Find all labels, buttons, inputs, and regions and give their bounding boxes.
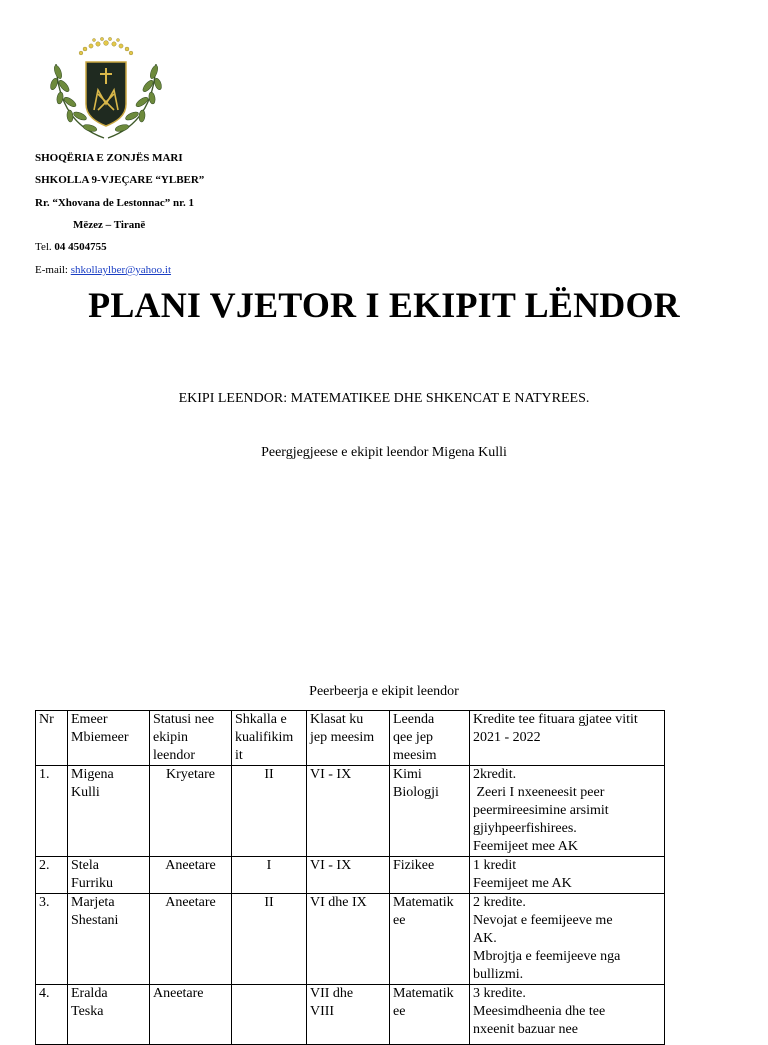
cell-line: VII dhe xyxy=(310,986,354,1001)
row-name xyxy=(68,857,150,894)
cell-line: Nevojat e feemijeeve me xyxy=(473,913,613,928)
team-composition-table xyxy=(35,710,665,1045)
header-qualification xyxy=(232,711,307,766)
cell-line: 2kredit. xyxy=(473,767,517,782)
email-link[interactable]: shkollaylber@yahoo.it xyxy=(70,264,172,276)
row-credits xyxy=(470,857,665,894)
cell-line: Emeer xyxy=(71,712,108,727)
cell-line: Klasat ku xyxy=(310,712,364,727)
table-row xyxy=(36,894,665,985)
row-level: II xyxy=(232,766,307,857)
cell-line: leendor xyxy=(153,748,195,763)
cell-line: AK. xyxy=(473,931,497,946)
cell-line: ekipin xyxy=(153,730,188,745)
document-title: PLANI VJETOR I EKIPIT LËNDOR xyxy=(88,285,680,325)
cell-line: Zeeri I nxeeneesit peer xyxy=(473,785,605,800)
cell-line: qee jep xyxy=(393,730,434,745)
star-crown-icon xyxy=(79,37,133,55)
header-classes xyxy=(307,711,390,766)
cell-line: VI - IX xyxy=(310,767,352,782)
row-credits xyxy=(470,894,665,985)
row-classes xyxy=(307,766,390,857)
phone-line xyxy=(35,240,107,254)
cell-line: Matematik xyxy=(393,986,454,1001)
cell-line: Mbiemeer xyxy=(71,730,129,745)
table-caption: Peerbeerja e ekipit leendor xyxy=(309,684,459,699)
team-line: EKIPI LEENDOR: MATEMATIKEE DHE SHKENCAT E NATYREES. xyxy=(178,391,590,406)
row-name xyxy=(68,985,150,1045)
email-line xyxy=(35,263,171,277)
cell-line: Mbrojtja e feemijeeve nga xyxy=(473,949,621,964)
cell-line: bullizmi. xyxy=(473,967,524,982)
email-label: E-mail: xyxy=(35,264,71,276)
table-row xyxy=(36,985,665,1045)
cell-line: 2021 - 2022 xyxy=(473,730,541,745)
cell-line: VI dhe IX xyxy=(310,895,367,910)
row-nr: 4. xyxy=(36,985,68,1045)
row-credits xyxy=(470,766,665,857)
street-address: Rr. “Xhovana de Lestonnac” nr. 1 xyxy=(35,197,195,209)
row-subject xyxy=(390,857,470,894)
cell-line: kualifikim xyxy=(235,730,294,745)
cell-line: Statusi nee xyxy=(153,712,215,727)
row-nr: 1. xyxy=(36,766,68,857)
cell-line: Biologji xyxy=(393,785,439,800)
cell-line: Eralda xyxy=(71,986,108,1001)
phone-number: 04 4504755 xyxy=(54,241,107,253)
row-status: Aneetare xyxy=(150,894,232,985)
row-classes xyxy=(307,857,390,894)
row-subject xyxy=(390,766,470,857)
cell-line: gjiyhpeerfishirees. xyxy=(473,821,577,836)
cell-line: Leenda xyxy=(393,712,435,727)
row-status: Aneetare xyxy=(150,985,232,1045)
table-header-row xyxy=(36,711,665,766)
cell-line: Feemijeet mee AK xyxy=(473,839,578,854)
row-nr: 3. xyxy=(36,894,68,985)
header-credits xyxy=(470,711,665,766)
city-address: Mëzez – Tiranë xyxy=(73,219,146,231)
cell-line: VIII xyxy=(310,1004,335,1019)
cell-line: Kredite tee fituara gjatee vitit xyxy=(473,712,638,727)
row-level: II xyxy=(232,894,307,985)
school-name: SHKOLLA 9-VJEÇARE “YLBER” xyxy=(35,174,205,186)
cell-line: Meesimdheenia dhe tee xyxy=(473,1004,606,1019)
cell-line: 2 kredite. xyxy=(473,895,526,910)
cell-line: Kulli xyxy=(71,785,100,800)
cell-line: Teska xyxy=(71,1004,104,1019)
phone-label: Tel. xyxy=(35,241,55,253)
cell-line: peermireesimine arsimit xyxy=(473,803,609,818)
row-name xyxy=(68,766,150,857)
cell-line: Fizikee xyxy=(393,858,435,873)
cell-line: ee xyxy=(393,913,406,928)
cell-line: it xyxy=(235,748,243,763)
header-subject xyxy=(390,711,470,766)
row-level xyxy=(232,985,307,1045)
header-nr xyxy=(36,711,68,766)
header-status xyxy=(150,711,232,766)
cell-line: Matematik xyxy=(393,895,454,910)
cell-line: Feemijeet me AK xyxy=(473,876,572,891)
school-crest-logo xyxy=(46,36,166,144)
row-classes xyxy=(307,985,390,1045)
row-subject xyxy=(390,894,470,985)
cell-line: meesim xyxy=(393,748,437,763)
cell-line: 3 kredite. xyxy=(473,986,526,1001)
cell-line: jep meesim xyxy=(310,730,375,745)
row-status: Kryetare xyxy=(150,766,232,857)
org-name: SHOQËRIA E ZONJËS MARI xyxy=(35,152,183,164)
cell-line: Nr xyxy=(39,712,54,727)
row-level: I xyxy=(232,857,307,894)
cell-line: Migena xyxy=(71,767,114,782)
cell-line: Kimi xyxy=(393,767,422,782)
leader-line: Peergjegjeese e ekipit leendor Migena Kulli xyxy=(261,445,507,460)
cell-line: nxeenit bazuar nee xyxy=(473,1022,578,1037)
row-subject xyxy=(390,985,470,1045)
row-name xyxy=(68,894,150,985)
row-classes xyxy=(307,894,390,985)
cell-line: Shestani xyxy=(71,913,119,928)
cell-line: ee xyxy=(393,1004,406,1019)
cell-line: Stela xyxy=(71,858,99,873)
row-nr: 2. xyxy=(36,857,68,894)
table-row xyxy=(36,857,665,894)
cell-line: Marjeta xyxy=(71,895,115,910)
row-credits xyxy=(470,985,665,1045)
cell-line: VI - IX xyxy=(310,858,352,873)
header-name xyxy=(68,711,150,766)
cell-line: Shkalla e xyxy=(235,712,287,727)
cell-line: Furriku xyxy=(71,876,113,891)
cell-line: 1 kredit xyxy=(473,858,517,873)
row-status: Aneetare xyxy=(150,857,232,894)
table-row xyxy=(36,766,665,857)
